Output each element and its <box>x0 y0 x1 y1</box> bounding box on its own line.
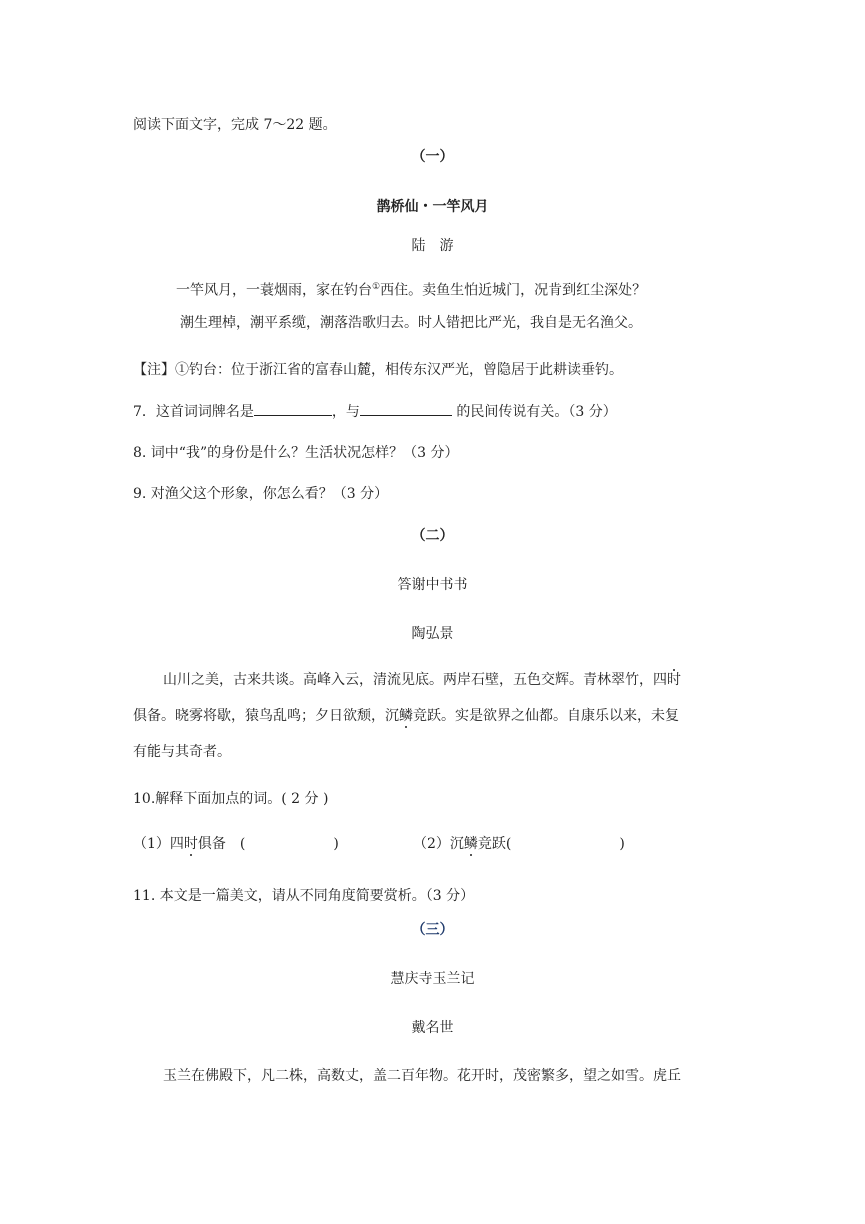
article-title: 慧庆寺玉兰记 <box>390 971 475 987</box>
poem-line-1: 一竿风月，一蓑烟雨，家在钓台①西住。卖鱼生怕近城门，况肯到红尘深处？ <box>176 282 647 299</box>
poem-author: 陆 游 <box>411 238 454 254</box>
section-heading-3: （三） <box>411 922 454 938</box>
question-11: 11. 本文是一篇美文，请从不同角度简要赏析。（3 分） <box>133 888 475 904</box>
question-9: 9. 对渔父这个形象，你怎么看？（3 分） <box>133 486 389 502</box>
section-heading-2: （二） <box>411 528 454 544</box>
section-heading-1: （一） <box>411 149 454 165</box>
intro-text: 阅读下面文字，完成 7～22 题。 <box>133 117 337 133</box>
question-10-1: （1）四时俱备 ( ) <box>133 836 339 852</box>
essay-line-3: 有能与其奇者。 <box>133 744 231 760</box>
footnote-marker: ① <box>372 282 381 292</box>
question-10-2: （2）沉鳞竞跃( ) <box>413 836 625 852</box>
poem-note: 【注】①钓台：位于浙江省的富春山麓，相传东汉严光，曾隐居于此耕读垂钓。 <box>133 362 623 378</box>
essay-line-1: 山川之美，古来共谈。高峰入云，清流见底。两岸石壁，五色交辉。青林翠竹，四时 <box>163 672 681 688</box>
question-10: 10.解释下面加点的词。( 2 分 ) <box>133 791 329 807</box>
essay-author: 陶弘景 <box>411 626 454 642</box>
dotted-char-lin: 鳞 <box>399 708 413 724</box>
poem-line-2: 潮生理棹，潮平系缆，潮落浩歌归去。时人错把比严光，我自是无名渔父。 <box>180 315 642 331</box>
essay-title: 答谢中书书 <box>397 577 468 593</box>
poem-title: 鹊桥仙・一竿风月 <box>376 199 489 215</box>
answer-blank-7a[interactable] <box>254 401 332 416</box>
question-7: 7．这首词词牌名是 ，与 的民间传说有关。（3 分） <box>133 401 617 422</box>
article-author: 戴名世 <box>411 1020 454 1036</box>
question-8: 8. 词中“我”的身份是什么？生活状况怎样？（3 分） <box>133 445 459 461</box>
dotted-char-shi-q: 时 <box>183 836 198 852</box>
dotted-char-shi: 时 <box>667 672 681 688</box>
essay-line-2: 俱备。晓雾将歇，猿鸟乱鸣；夕日欲颓，沉鳞竞跃。实是欲界之仙都。自康乐以来，未复 <box>133 708 679 724</box>
answer-blank-7b[interactable] <box>360 401 452 416</box>
dotted-char-lin-q: 鳞 <box>463 836 478 852</box>
article-line-1: 玉兰在佛殿下，凡二株，高数丈，盖二百年物。花开时，茂密繁多，望之如雪。虎丘 <box>163 1068 681 1084</box>
